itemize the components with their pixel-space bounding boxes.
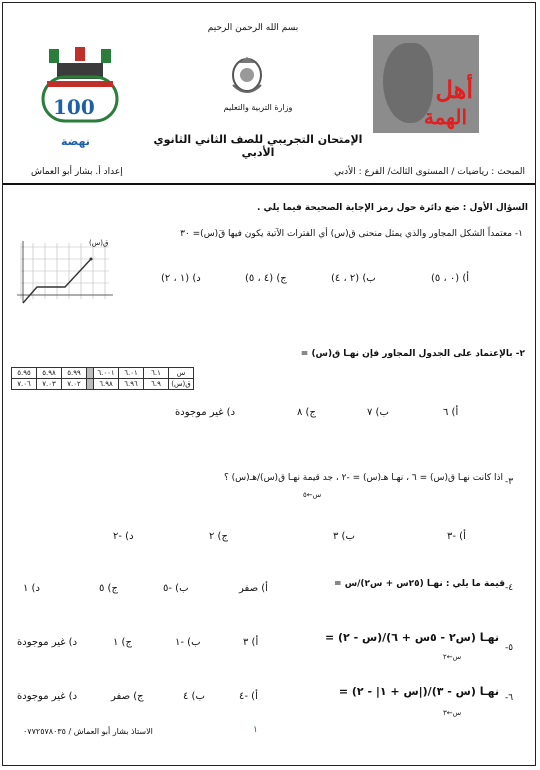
item2-option-c[interactable]: ج) ٨	[297, 407, 316, 418]
item6-option-a[interactable]: أ) -٤	[239, 691, 258, 702]
item2-option-b[interactable]: ب) ٧	[367, 407, 389, 418]
item3-text: اذا كانت نهـا ق(س) = ٦ ، نهـا هـ(س) = -٢ ، جد قيمة نهـا ق(س)/هـ(س) ؟	[224, 473, 503, 483]
item3-option-d[interactable]: د) -٢	[113, 531, 134, 542]
item2-option-d[interactable]: د) غير موجودة	[175, 407, 236, 418]
centenary-word: نهضة	[61, 135, 90, 148]
item4-option-a[interactable]: أ) صفر	[239, 583, 268, 594]
item2-table	[11, 367, 194, 390]
item5-option-b[interactable]: ب) -١	[175, 637, 201, 648]
item3-number: ٣-	[505, 477, 514, 487]
page-number: ١	[253, 725, 258, 735]
subject-line: المبحث : رياضيات / المستوى الثالث/ الفرع : الأدبي	[334, 167, 525, 177]
ahl-alhimmeh-logo: أهل الهمة	[373, 35, 479, 133]
item1-option-a[interactable]: أ) (٠ ، ٥)	[431, 273, 470, 284]
item6-option-d[interactable]: د) غير موجودة	[17, 691, 78, 702]
item3-limit-subscript: س←٥	[303, 491, 322, 499]
table-row: ٥.٩٥ ٥.٩٨ ٥.٩٩ ٦.٠٠١ ٦.٠١ ٦.١ س	[12, 368, 194, 379]
item6-number: ٦-	[505, 693, 514, 703]
item3-option-a[interactable]: أ) -٣	[447, 531, 466, 542]
item5-text: نهـا (س٢ - ٥س + ٦)/(س - ٢) =	[324, 631, 499, 644]
item6-limit-subscript: س←٣	[443, 709, 462, 717]
item5-number: ٥-	[505, 643, 514, 653]
item4-option-d[interactable]: د) ١	[23, 583, 40, 594]
item4-text: قيمة ما يلي : نهـا (٢٥س + س٢)/س =	[334, 579, 505, 589]
item6-option-c[interactable]: ج) صفر	[111, 691, 144, 702]
item1-option-d[interactable]: د) (١ ، ٢)	[161, 273, 201, 284]
item5-limit-subscript: س←٢	[443, 653, 462, 661]
item1-graph-label: ق(س)	[89, 239, 109, 247]
item1-graph	[15, 237, 115, 305]
exam-title: الإمتحان التجريبي للصف الثاني الثانوي الأدبي	[153, 133, 363, 159]
item1-option-b[interactable]: ب) (٢ ، ٤)	[331, 273, 376, 284]
item5-option-a[interactable]: أ) ٣	[243, 637, 259, 648]
centenary-number: 100	[53, 95, 95, 119]
basmala: بسم الله الرحمن الرحيم	[207, 23, 299, 33]
item3-option-b[interactable]: ب) ٣	[333, 531, 355, 542]
item1-option-c[interactable]: ج) (٤ ، ٥)	[245, 273, 287, 284]
item6-option-b[interactable]: ب) ٤	[183, 691, 205, 702]
item5-option-c[interactable]: ج) ١	[113, 637, 132, 648]
item2-text: ٢- بالإعتماد على الجدول المجاور فإن نهـا ق(س) =	[300, 349, 525, 359]
footer-teacher: الاستاذ بشار أبو العماش / ٠٧٧٢٥٧٨٠٣٥	[23, 727, 153, 736]
table-row: ٧.٠٦ ٧.٠٣ ٧.٠٢ ٦.٩٨ ٦.٩٦ ٦.٩ ق(س)	[12, 379, 194, 390]
item2-option-a[interactable]: أ) ٦	[443, 407, 459, 418]
question1-title: السؤال الأول : ضع دائرة حول رمز الإجابة الصحيحة فيما يلي .	[256, 203, 528, 213]
item4-number: ٤-	[505, 583, 514, 593]
item4-option-b[interactable]: ب) -٥	[163, 583, 189, 594]
item5-option-d[interactable]: د) غير موجودة	[17, 637, 78, 648]
item4-option-c[interactable]: ج) ٥	[99, 583, 118, 594]
jordan-emblem-icon	[229, 55, 265, 99]
item6-text: نهـا (س - ٣)/(|س + ١| - ٢) =	[338, 685, 499, 698]
item1-text: ١- معتمداً الشكل المجاور والذي يمثل منحنى ق(س) أي الفترات الآتية يكون فيها قَ(س)= ٣٠	[180, 229, 523, 239]
item3-option-c[interactable]: ج) ٢	[209, 531, 228, 542]
prepared-by: إعداد أ. بشار أبو العماش	[31, 167, 123, 177]
exam-page	[2, 2, 536, 766]
ministry-name: وزارة التربية والتعليم	[223, 103, 293, 112]
header-divider	[3, 183, 535, 185]
